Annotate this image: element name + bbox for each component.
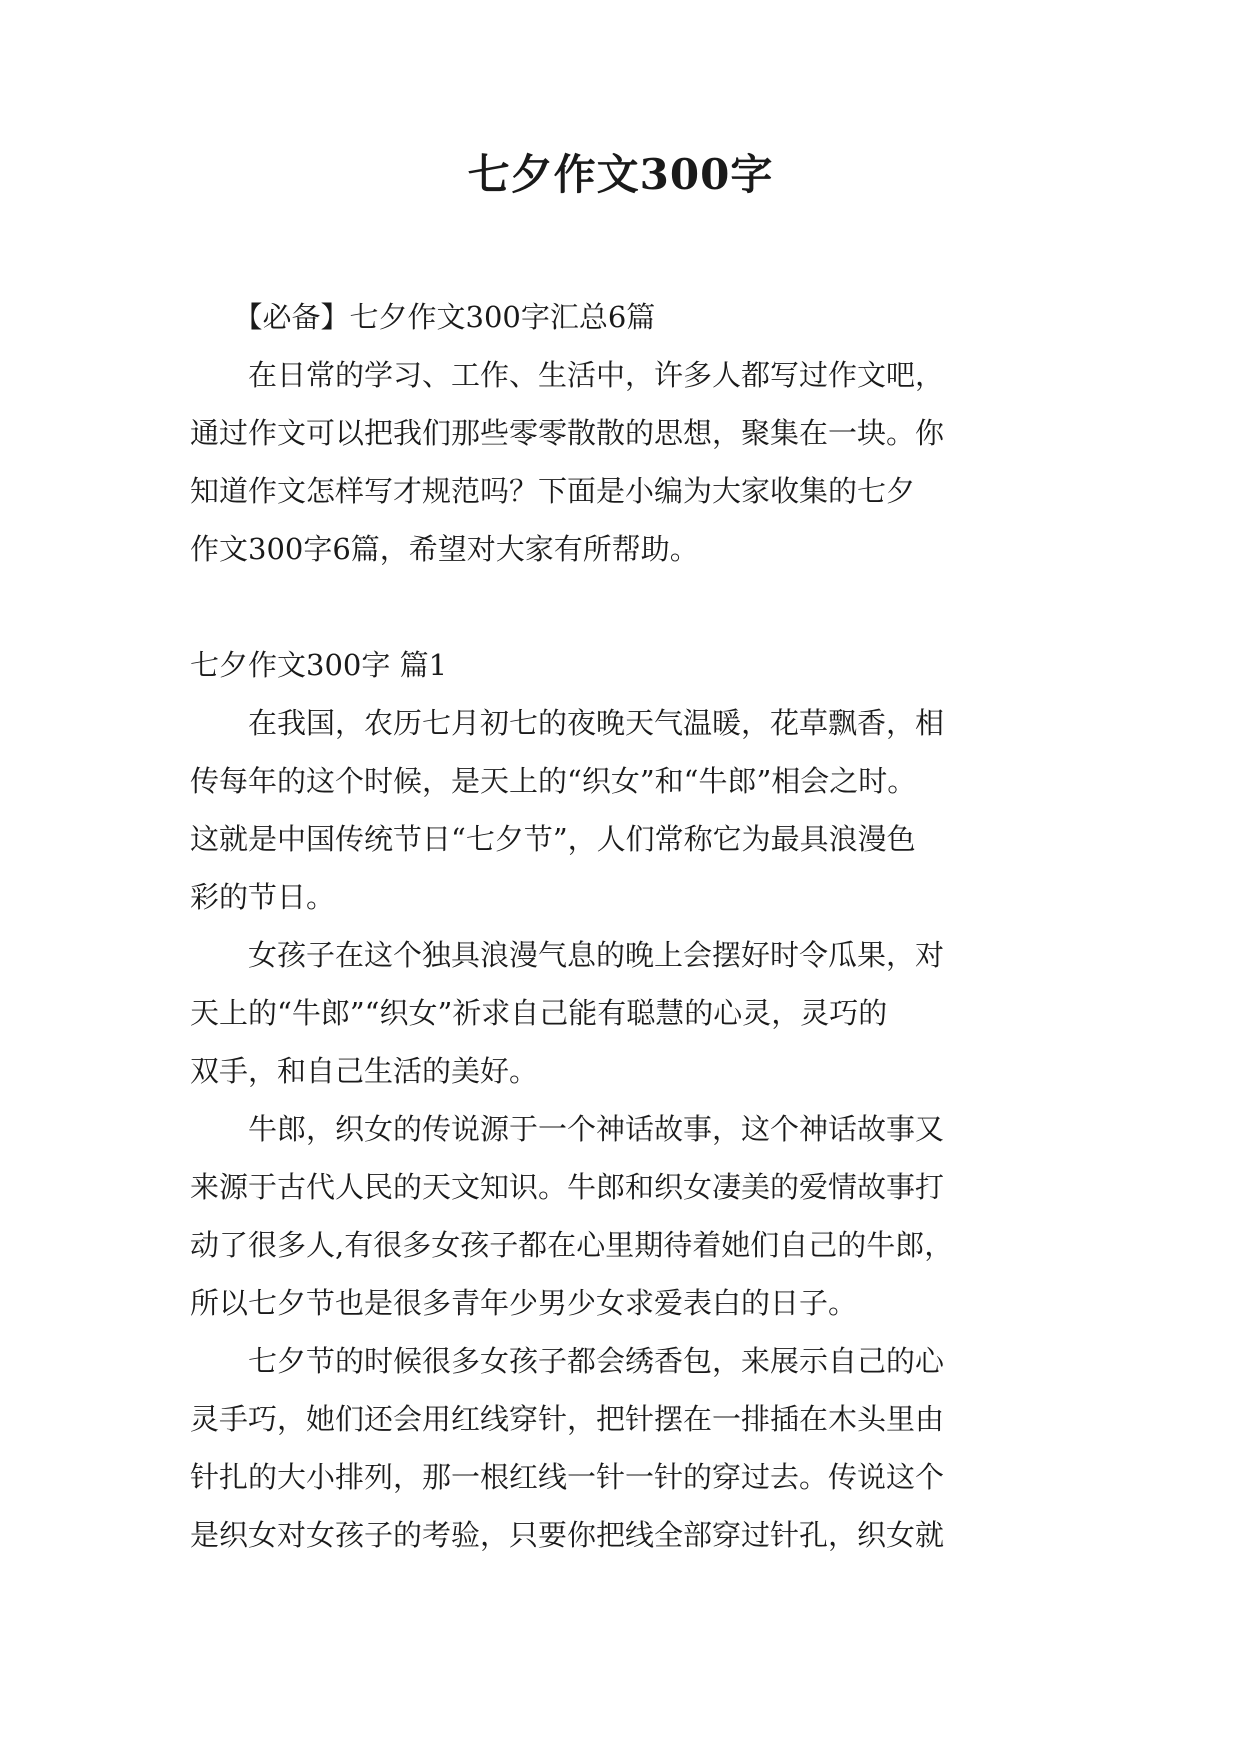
section-line: 这就是中国传统节日“七夕节”，人们常称它为最具浪漫色 xyxy=(190,822,916,856)
intro-line: 通过作文可以把我们那些零零散散的思想，聚集在一块。你 xyxy=(190,416,945,450)
section-line: 牛郎，织女的传说源于一个神话故事，这个神话故事又 xyxy=(190,1112,945,1146)
section-line: 动了很多人,有很多女孩子都在心里期待着她们自己的牛郎， xyxy=(190,1228,954,1262)
paragraph-gap xyxy=(190,578,1052,636)
section-line: 在我国，农历七月初七的夜晚天气温暖，花草飘香，相 xyxy=(190,706,945,740)
intro-line: 作文300字6篇，希望对大家有所帮助。 xyxy=(190,532,699,566)
section-line: 彩的节日。 xyxy=(190,880,336,914)
section-line: 天上的“牛郎”“织女”祈求自己能有聪慧的心灵，灵巧的 xyxy=(190,996,888,1030)
section-line: 传每年的这个时候，是天上的“织女”和“牛郎”相会之时。 xyxy=(190,764,917,798)
intro-line: 在日常的学习、工作、生活中，许多人都写过作文吧， xyxy=(190,358,945,392)
section-line: 双手，和自己生活的美好。 xyxy=(190,1054,539,1088)
section-line: 针扎的大小排列，那一根红线一针一针的穿过去。传说这个 xyxy=(190,1460,945,1494)
document-body xyxy=(190,288,1052,1564)
section-line: 是织女对女孩子的考验，只要你把线全部穿过针孔，织女就 xyxy=(190,1518,945,1552)
section-line: 所以七夕节也是很多青年少男少女求爱表白的日子。 xyxy=(190,1286,858,1320)
section-line: 女孩子在这个独具浪漫气息的晚上会摆好时令瓜果，对 xyxy=(190,938,945,972)
intro-line: 【必备】七夕作文300字汇总6篇 xyxy=(190,300,656,334)
section-line: 灵手巧，她们还会用红线穿针，把针摆在一排插在木头里由 xyxy=(190,1402,945,1436)
section-heading: 七夕作文300字 篇1 xyxy=(190,648,448,682)
document-title: 七夕作文300字 xyxy=(467,150,774,199)
section-line: 来源于古代人民的天文知识。牛郎和织女凄美的爱情故事打 xyxy=(190,1170,945,1204)
intro-line: 知道作文怎样写才规范吗？下面是小编为大家收集的七夕 xyxy=(190,474,916,508)
section-line: 七夕节的时候很多女孩子都会绣香包，来展示自己的心 xyxy=(190,1344,945,1378)
